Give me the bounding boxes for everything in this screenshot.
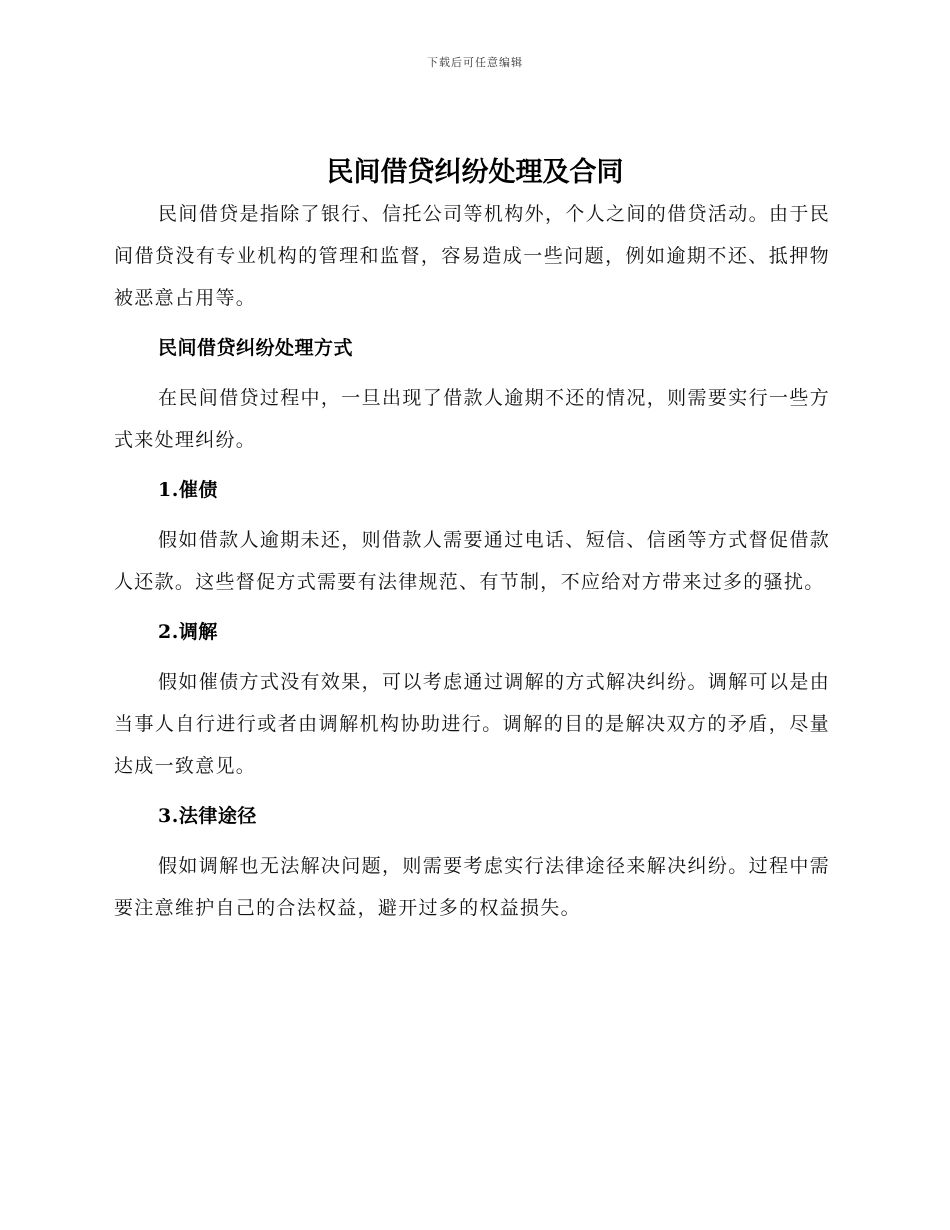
item1-paragraph: 假如借款人逾期未还，则借款人需要通过电话、短信、信函等方式督促借款人还款。这些督促方式需要有法律规范、有节制，不应给对方带来过多的骚扰。 <box>114 529 830 593</box>
document-title: 民间借贷纠纷处理及合同 <box>326 157 624 188</box>
item2-paragraph: 假如催债方式没有效果，可以考虑通过调解的方式解决纠纷。调解可以是由当事人自行进行或者由调解机构协助进行。调解的目的是解决双方的矛盾，尽量达成一致意见。 <box>114 671 830 777</box>
item2-heading: 2.调解 <box>158 621 218 643</box>
item1-heading: 1.催债 <box>158 479 218 501</box>
intro-paragraph: 民间借贷是指除了银行、信托公司等机构外，个人之间的借贷活动。由于民间借贷没有专业机构的管理和监督，容易造成一些问题，例如逾期不还、抵押物被恶意占用等。 <box>114 203 830 309</box>
item3-heading: 3.法律途径 <box>158 805 257 827</box>
document-body <box>114 193 830 937</box>
header-note: 下载后可任意编辑 <box>427 56 523 69</box>
methods-intro-paragraph: 在民间借贷过程中，一旦出现了借款人逾期不还的情况，则需要实行一些方式来处理纠纷。 <box>114 387 830 451</box>
item3-paragraph: 假如调解也无法解决问题，则需要考虑实行法律途径来解决纠纷。过程中需要注意维护自己的合法权益，避开过多的权益损失。 <box>114 855 830 919</box>
methods-heading: 民间借贷纠纷处理方式 <box>158 337 354 359</box>
